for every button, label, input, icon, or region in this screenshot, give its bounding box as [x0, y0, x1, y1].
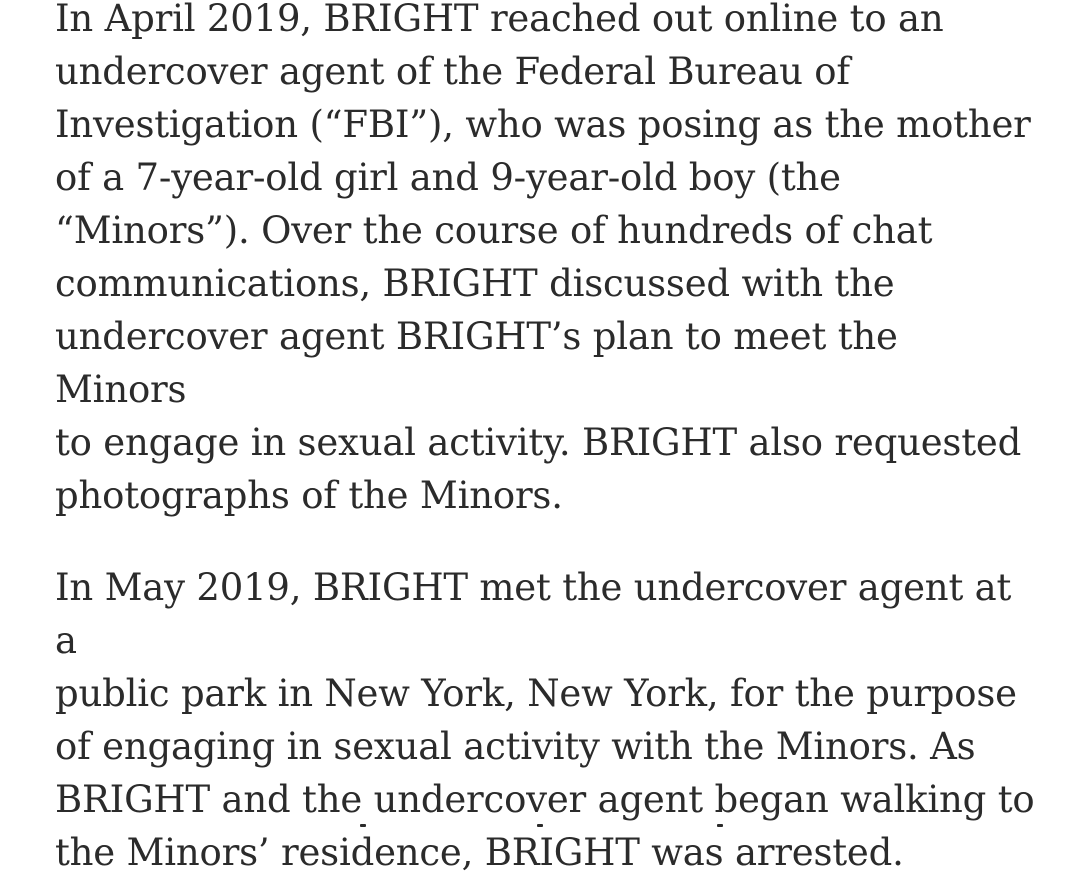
article-body [55, 0, 1035, 879]
truncated-next-line [55, 818, 1035, 827]
paragraph-2: In May 2019, BRIGHT met the undercover agent at a public park in New York, New York, for the purpose of engaging in sexual activity with the Minors. As BRIGHT and the undercover agent began walking to the Minors’ residence, BRIGHT was arrested. [55, 566, 1035, 874]
paragraph-1: In April 2019, BRIGHT reached out online to an undercover agent of the Federal Bureau of Investigation (“FBI”), who was posing as the mother of a 7-year-old girl and 9-year-old boy (the “Minors”). Over the course of hundreds of chat communications, BRIGHT discussed with the undercover agent BRIGHT’s plan to meet the Minors to engage in sexual activity. BRIGHT also requested photographs of the Minors. [55, 0, 1031, 517]
